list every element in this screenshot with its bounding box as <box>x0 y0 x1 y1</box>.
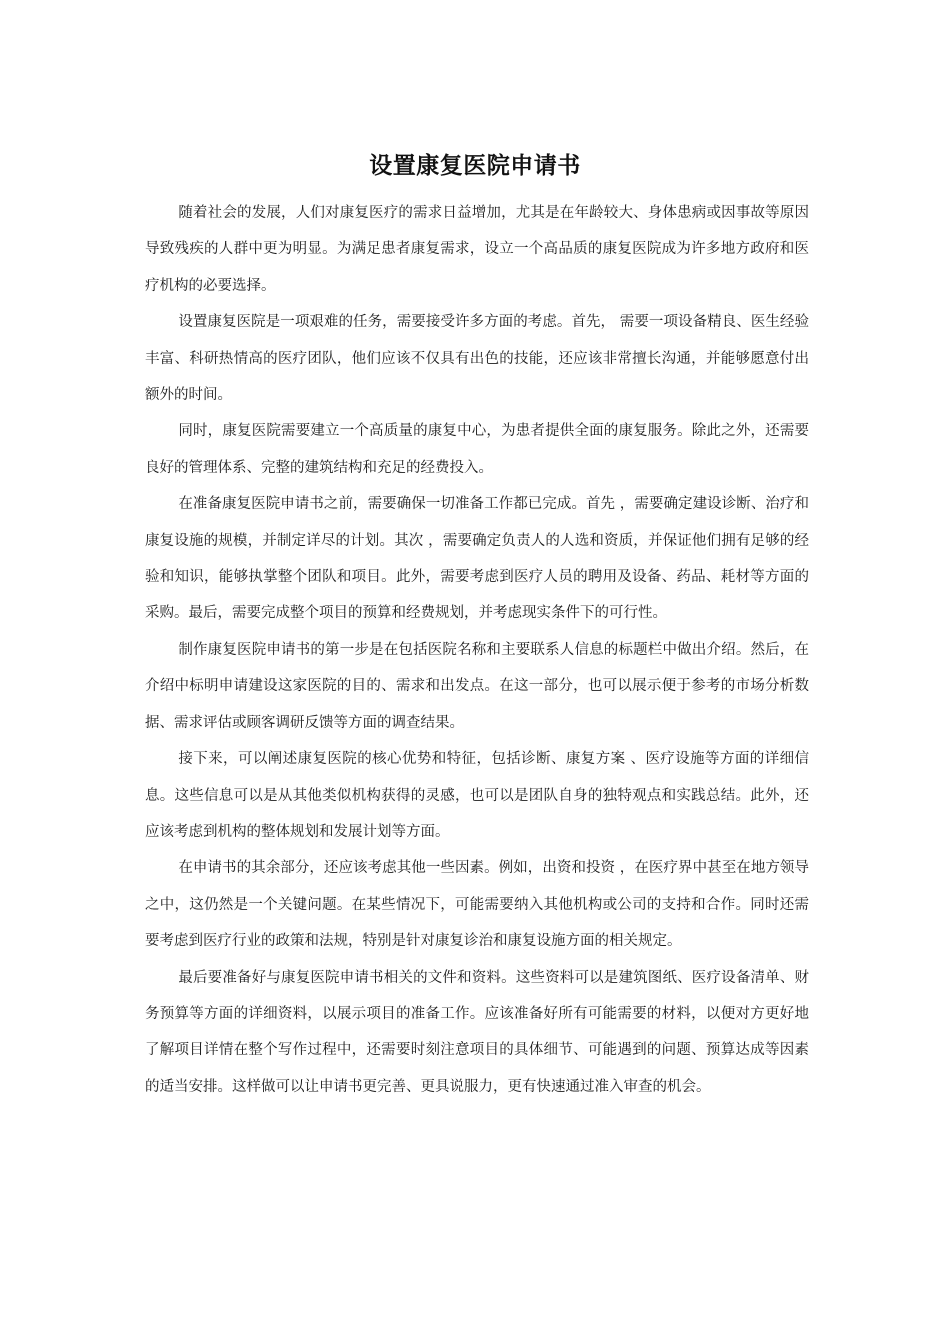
document-body <box>145 195 809 1105</box>
paragraph: 在准备康复医院申请书之前，需要确保一切准备工作都已完成。首先 ，需要确定建设诊断、治疗和康复设施的规模，并制定详尽的计划。其次 ，需要确定负责人的人选和资质，并保证他们拥有足够的经验和知识，能够执掌整个团队和项目。此外，需要考虑到医疗人员的聘用及设备、药品、耗材等方面的采购。最后，需要完成整个项目的预算和经费规划，并考虑现实条件下的可行性。 <box>145 496 809 622</box>
paragraph: 在申请书的其余部分，还应该考虑其他一些因素。例如，出资和投资 ，在医疗界中甚至在地方领导之中，这仍然是一个关键问题。在某些情况下，可能需要纳入其他机构或公司的支持和合作。同时还需要考虑到医疗行业的政策和法规，特别是针对康复诊治和康复设施方面的相关规定。 <box>145 860 809 950</box>
document-title: 设置康复医院申请书 <box>369 153 581 180</box>
paragraph: 接下来，可以阐述康复医院的核心优势和特征，包括诊断、康复方案 、医疗设施等方面的详细信息。这些信息可以是从其他类似机构获得的灵感，也可以是团队自身的独特观点和实践总结。此外，还应该考虑到机构的整体规划和发展计划等方面。 <box>145 751 809 840</box>
paragraph: 制作康复医院申请书的第一步是在包括医院名称和主要联系人信息的标题栏中做出介绍。然后，在介绍中标明申请建设这家医院的目的、需求和出发点。在这一部分，也可以展示便于参考的市场分析数据、需求评估或顾客调研反馈等方面的调查结果。 <box>145 641 809 731</box>
paragraph: 同时，康复医院需要建立一个高质量的康复中心，为患者提供全面的康复服务。除此之外，还需要良好的管理体系、完整的建筑结构和充足的经费投入。 <box>145 423 809 476</box>
paragraph: 最后要准备好与康复医院申请书相关的文件和资料。这些资料可以是建筑图纸、医疗设备清单、财务预算等方面的详细资料，以展示项目的准备工作。应该准备好所有可能需要的材料，以便对方更好地了解项目详情在整个写作过程中，还需要时刻注意项目的具体细节、可能遇到的问题、预算达成等因素的适当安排。这样做可以让申请书更完善、更具说服力，更有快速通过准入审查的机会。 <box>145 969 809 1095</box>
paragraph: 随着社会的发展，人们对康复医疗的需求日益增加，尤其是在年龄较大、身体患病或因事故等原因导致残疾的人群中更为明显。为满足患者康复需求，设立一个高品质的康复医院成为许多地方政府和医疗机构的必要选择。 <box>145 205 809 294</box>
paragraph: 设置康复医院是一项艰难的任务，需要接受许多方面的考虑。首先， 需要一项设备精良、医生经验丰富、科研热情高的医疗团队，他们应该不仅具有出色的技能，还应该非常擅长沟通，并能够愿意付出额外的时间。 <box>145 314 809 404</box>
